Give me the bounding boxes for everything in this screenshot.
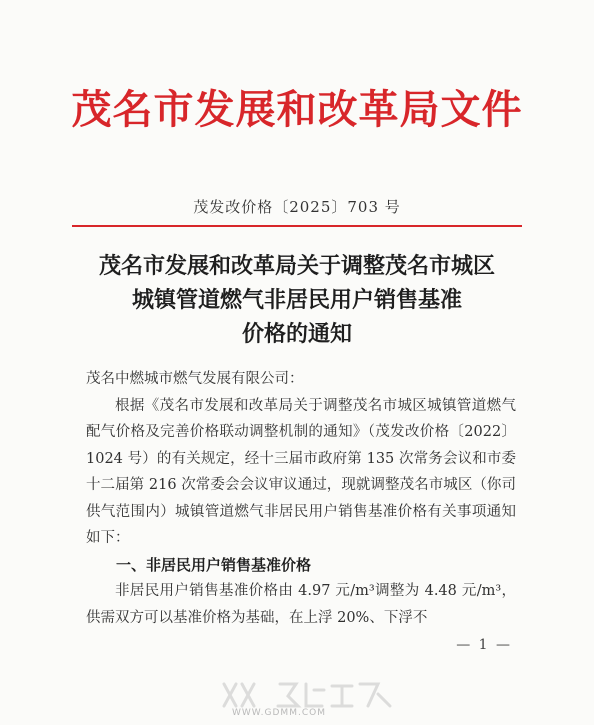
document-number: 茂发改价格〔2025〕703 号: [193, 198, 401, 216]
addressee: 茂名中燃城市燃气发展有限公司：: [86, 371, 304, 387]
body-paragraph-1: 根据《茂名市发展和改革局关于调整茂名市城区城镇管道燃气配气价格及完善价格联动调整机制的通知》（茂发改价格〔2022〕1024 号）的有关规定，经十三届市政府第 135 次常务会议和市委十二届第 216 次常委会会议审议通过，现就调整茂名市城区（你司供气范围内）城镇管道燃气非居民用户销售基准价格有关事项通知如下：: [86, 397, 516, 546]
document-body: [86, 366, 516, 631]
body-paragraph-2: 非居民用户销售基准价格由 4.97 元/m³调整为 4.48 元/m³，供需双方可以基准价格为基础，在上浮 20%、下浮不: [86, 583, 516, 626]
page-number: — 1 —: [456, 637, 512, 653]
red-divider-line: [72, 225, 522, 227]
document-title-line-3: 价格的通知: [241, 322, 352, 347]
document-title: [60, 250, 534, 352]
watermark-url: WWW.GDMM.COM: [232, 708, 326, 718]
document-title-line-2: 城镇管道燃气非居民用户销售基准: [131, 288, 462, 313]
document-title-line-1: 茂名市发展和改革局关于调整茂名市城区: [98, 254, 495, 279]
issuer-header-title: 茂名市发展和改革局文件: [71, 86, 523, 133]
section-heading-1: 一、非居民用户销售基准价格: [116, 555, 312, 574]
